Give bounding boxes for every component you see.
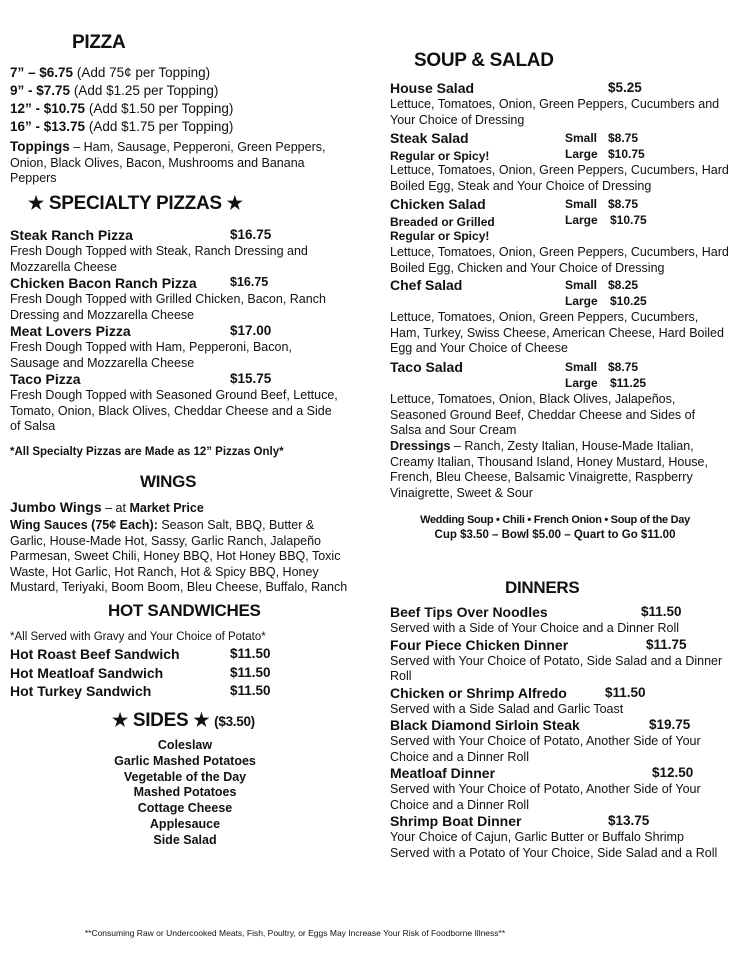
item-description: Fresh Dough Topped with Seasoned Ground Beef, Lettuce, Tomato, Onion, Black Olives, Cheddar Cheese and a Side of Salsa (10, 388, 338, 433)
wing-sauces-text: Season Salt, BBQ, Butter & Garlic, House-Made Hot, Sassy, Garlic Ranch, Jalapeño Parmesan, Sweet Chili, Honey BBQ, Hot Honey BBQ, Toxic Waste, Hot Garlic, Hot Ranch, Hot & Spicy BBQ, Honey Mustard, Teriyaki, Boom Boom, Bleu Cheese, Buffalo, Ranch (10, 518, 348, 594)
steak-salad (390, 130, 730, 194)
item-name: Hot Meatloaf Sandwich (10, 664, 164, 681)
item-price: $17.00 (230, 323, 272, 338)
specialty-heading-row (28, 193, 243, 215)
dinners-heading: DINNERS (505, 578, 580, 597)
list-item: Applesauce (149, 816, 221, 831)
item-description: Served with Your Choice of Potato, Another Side of Your Choice and a Dinner Roll (390, 782, 701, 812)
pizza-size: 16” - $13.75 (10, 119, 86, 134)
house-salad (390, 80, 730, 128)
item-name: Hot Turkey Sandwich (10, 683, 152, 699)
item-name: Taco Pizza (10, 371, 81, 387)
list-item (10, 275, 355, 323)
item-name: Chef Salad (390, 277, 463, 293)
size-label: Large (565, 376, 598, 390)
jumbo-wings-price: Market Price (129, 501, 204, 515)
item-name: Meat Lovers Pizza (10, 323, 131, 339)
item-price: $12.50 (652, 765, 694, 780)
specialty-heading: SPECIALTY PIZZAS (48, 193, 222, 214)
item-price: $11.50 (230, 683, 271, 698)
list-item (390, 604, 730, 637)
item-price: $8.75 (608, 197, 639, 211)
list-item (10, 371, 355, 435)
item-price: $11.50 (605, 684, 646, 700)
star-icon: ★ (28, 193, 44, 213)
item-description: Served with Your Choice of Potato, Side Salad and a Dinner Roll (390, 653, 723, 683)
pizza-topping-price: (Add $1.75 per Topping) (88, 119, 234, 134)
item-option: Breaded or Grilled (390, 215, 495, 229)
item-description: Fresh Dough Topped with Steak, Ranch Dressing and Mozzarella Cheese (10, 244, 308, 274)
item-name: Steak Ranch Pizza (10, 227, 133, 243)
list-item: Garlic Mashed Potatoes (114, 753, 256, 768)
item-option: Regular or Spicy! (390, 229, 490, 243)
item-name: Chicken or Shrimp Alfredo (390, 684, 567, 701)
item-price: $11.75 (646, 636, 687, 652)
item-name: Four Piece Chicken Dinner (390, 636, 569, 653)
list-item (390, 813, 730, 861)
soup-options: Wedding Soup • Chili • French Onion • Soup of the Day (420, 514, 690, 526)
pizza-size-row (10, 118, 355, 136)
list-item (10, 646, 310, 665)
pizza-sizes (10, 64, 355, 136)
list-item (10, 323, 355, 371)
wings-section (10, 499, 350, 596)
item-name: House Salad (390, 80, 475, 96)
foodborne-illness-disclaimer: **Consuming Raw or Undercooked Meats, Fish, Poultry, or Eggs May Increase Your Risk of Foodborne Illness** (84, 928, 506, 938)
list-item: Mashed Potatoes (133, 785, 237, 800)
item-price: $16.75 (230, 227, 272, 242)
star-icon: ★ (193, 710, 210, 730)
chicken-salad (390, 196, 730, 276)
size-label: Large (565, 213, 598, 227)
item-description: Lettuce, Tomatoes, Onion, Black Olives, Jalapeños, Seasoned Ground Beef, Cheddar Cheese and Sides of Salsa and Sour Cream (390, 392, 696, 437)
size-label: Small (565, 278, 598, 292)
dinners-list (390, 604, 730, 861)
item-description: Served with a Side of Your Choice and a Dinner Roll (390, 621, 680, 635)
sides-heading-row (112, 710, 255, 732)
item-description: Lettuce, Tomatoes, Onion, Green Peppers, Cucumbers, Hard Boiled Egg, Steak and Your Choice of Dressing (390, 163, 729, 193)
size-label: Small (565, 360, 598, 374)
toppings-text: – Ham, Sausage, Pepperoni, Green Peppers, Onion, Black Olives, Bacon, Mushrooms and Banana Peppers (10, 140, 326, 185)
item-price: $15.75 (230, 371, 272, 386)
item-name: Chicken Bacon Ranch Pizza (10, 275, 197, 291)
item-price: $19.75 (649, 717, 691, 732)
item-name: Black Diamond Sirloin Steak (390, 717, 580, 733)
pizza-topping-price: (Add 75¢ per Topping) (76, 65, 211, 80)
sides-list (70, 738, 300, 849)
item-price: $8.75 (608, 360, 639, 374)
soup-prices: Cup $3.50 – Bowl $5.00 – Quart to Go $11.00 (434, 529, 676, 541)
pizza-size-row (10, 100, 355, 118)
list-item (10, 665, 310, 684)
item-name: Shrimp Boat Dinner (390, 813, 522, 829)
item-name: Chicken Salad (390, 196, 486, 212)
pizza-size-row (10, 82, 355, 100)
pizza-toppings (10, 139, 340, 187)
list-item (10, 227, 355, 275)
item-price: $5.25 (608, 80, 642, 95)
item-option: Regular or Spicy! (390, 149, 490, 163)
jumbo-wings-dash: – at (101, 501, 130, 515)
item-price: $8.25 (608, 278, 639, 292)
specialty-note: *All Specialty Pizzas are Made as 12” Pizzas Only* (10, 446, 284, 458)
list-item (390, 637, 730, 685)
dressings-text: – Ranch, Zesty Italian, House-Made Italian, Creamy Italian, Thousand Island, Honey Mustard, House, French, Bleu Cheese, Balsamic Vinaigrette, Raspberry Vinaigrette, Sweet & Sour (390, 439, 708, 500)
hot-sandwiches-heading: HOT SANDWICHES (108, 601, 261, 620)
taco-salad (390, 359, 730, 439)
pizza-topping-price: (Add $1.25 per Topping) (73, 83, 219, 98)
pizza-heading: PIZZA (72, 32, 126, 53)
item-description: Served with Your Choice of Potato, Another Side of Your Choice and a Dinner Roll (390, 734, 701, 764)
item-price: $8.75 (608, 131, 639, 145)
list-item (390, 717, 730, 765)
hot-sandwiches-list (10, 646, 310, 702)
list-item: Vegetable of the Day (123, 769, 247, 784)
size-label: Large (565, 294, 598, 308)
dressings (390, 439, 720, 501)
item-price: $11.25 (610, 376, 647, 390)
hot-sandwiches-note: *All Served with Gravy and Your Choice of Potato* (10, 631, 266, 643)
item-price: $11.50 (230, 646, 271, 661)
list-item (390, 685, 730, 718)
pizza-size: 7” – $6.75 (10, 65, 74, 80)
toppings-label: Toppings (10, 139, 70, 154)
soup-salad-heading: SOUP & SALAD (414, 50, 554, 71)
item-price: $13.75 (608, 813, 650, 828)
jumbo-wings-row (10, 499, 350, 515)
list-item: Cottage Cheese (137, 801, 233, 816)
list-item: Coleslaw (157, 738, 213, 752)
item-description: Your Choice of Cajun, Garlic Butter or Buffalo Shrimp Served with a Potato of Your Choice, Side Salad and a Roll (390, 830, 718, 860)
jumbo-wings-label: Jumbo Wings (10, 499, 102, 515)
specialty-list (10, 227, 355, 435)
item-name: Hot Roast Beef Sandwich (10, 646, 180, 662)
list-item: Side Salad (153, 832, 217, 847)
item-name: Meatloaf Dinner (390, 765, 496, 781)
pizza-topping-price: (Add $1.50 per Topping) (88, 101, 234, 116)
item-price: $10.75 (608, 147, 645, 161)
item-description: Lettuce, Tomatoes, Onion, Green Peppers, Cucumbers, Ham, Turkey, Swiss Cheese, American Cheese, Hard Boiled Egg and Your Choice of Cheese (390, 310, 724, 355)
wing-sauces-label: Wing Sauces (75¢ Each): (10, 518, 158, 532)
item-description: Lettuce, Tomatoes, Onion, Green Peppers, Cucumbers and Your Choice of Dressing (390, 97, 720, 127)
item-price: $11.50 (641, 604, 682, 619)
star-icon: ★ (226, 193, 243, 213)
item-name: Steak Salad (390, 130, 469, 146)
item-description: Served with a Side Salad and Garlic Toast (390, 701, 624, 716)
item-price: $10.25 (610, 294, 647, 308)
size-label: Small (565, 131, 598, 145)
item-price: $10.75 (610, 213, 647, 227)
list-item (10, 683, 310, 702)
wing-sauces (10, 518, 350, 596)
pizza-size-row (10, 64, 355, 82)
star-icon: ★ (112, 710, 128, 730)
size-label: Large (565, 147, 598, 161)
item-description: Lettuce, Tomatoes, Onion, Green Peppers, Cucumbers, Hard Boiled Egg, Chicken and Your Choice of Dressing (390, 245, 729, 275)
pizza-size: 9” - $7.75 (10, 83, 71, 98)
item-price: $11.50 (230, 664, 271, 680)
item-name: Beef Tips Over Noodles (390, 604, 548, 620)
pizza-size: 12” - $10.75 (10, 101, 86, 116)
list-item (390, 765, 730, 813)
chef-salad (390, 277, 730, 357)
dressings-label: Dressings (390, 439, 451, 453)
sides-price: ($3.50) (214, 714, 255, 729)
item-description: Fresh Dough Topped with Grilled Chicken, Bacon, Ranch Dressing and Mozzarella Cheese (10, 292, 326, 322)
item-price: $16.75 (230, 275, 269, 289)
item-description: Fresh Dough Topped with Ham, Pepperoni, Bacon, Sausage and Mozzarella Cheese (10, 340, 292, 370)
wings-heading: WINGS (140, 472, 197, 491)
item-name: Taco Salad (390, 359, 463, 375)
size-label: Small (565, 197, 598, 211)
sides-heading: SIDES (132, 710, 189, 731)
